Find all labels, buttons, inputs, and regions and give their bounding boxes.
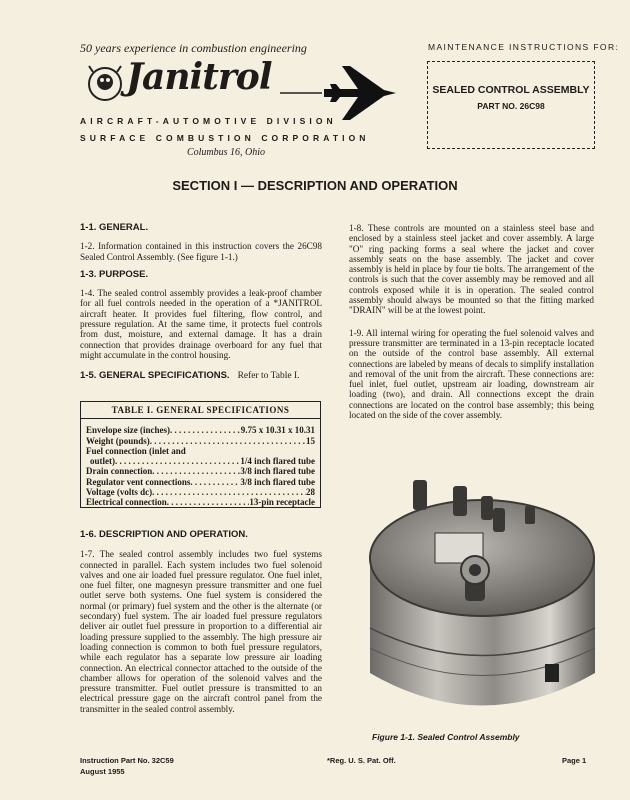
- brand-logo: Janitrol: [126, 56, 272, 98]
- footer-left: [80, 755, 174, 777]
- row-label: Drain connection: [86, 466, 153, 477]
- heading-description: 1-6. DESCRIPTION AND OPERATION.: [80, 529, 248, 540]
- jet-arrow-icon: [280, 62, 430, 122]
- table-row: [86, 446, 315, 456]
- corporation-name: SURFACE COMBUSTION CORPORATION: [80, 133, 370, 143]
- division-name: AIRCRAFT-AUTOMOTIVE DIVISION: [80, 116, 337, 126]
- paragraph-1-2: 1-2. Information contained in this instruction covers the 26C98 Sealed Control Assembly. (See figure 1-1.): [80, 241, 322, 262]
- table-row: [86, 477, 315, 487]
- row-label: Regulator vent connections: [86, 476, 191, 487]
- logo-mascot-icon: [85, 62, 125, 106]
- section-title: SECTION I — DESCRIPTION AND OPERATION: [172, 178, 458, 193]
- left-column-bottom: [80, 530, 322, 714]
- product-box: [427, 61, 595, 149]
- table-row: [86, 466, 315, 476]
- city: Columbus 16, Ohio: [186, 147, 265, 158]
- row-value: 28: [306, 487, 315, 498]
- row-label: Electrical connection: [86, 497, 167, 508]
- figure-caption: Figure 1-1. Sealed Control Assembly: [372, 732, 520, 742]
- page-number: Page 1: [562, 756, 587, 765]
- table-row: [86, 436, 315, 446]
- paragraph-1-7: 1-7. The sealed control assembly includes two fuel systems connected in parallel. Each system includes two fuel solenoid valves and one air loaded fuel pressure regulator. One fuel inlet, one fuel filter, one magnesyn pressure transmitter and one fuel outlet serve both systems. One fuel system is considered the normal (or primary) fuel system and the other is the alternate (or secondary) fuel system. The air loaded fuel pressure regulators deliver air outlet fuel pressure in proportion to a differential air loading pressure supplied to the assembly. The high pressure air loading connection is common to both fuel pressure regulators, while each regulator has a separate low pressure air loading connection. An electrical connector attached to the outside of the chamber allows for operation of the solenoid valves and the pressure transmitter. Fuel outlet pressure is transmitted to an electrical pressure gage on the aircraft control panel from the transmitter in the sealed control assembly.: [80, 549, 322, 714]
- trademark-note: *Reg. U. S. Pat. Off.: [327, 756, 396, 765]
- instruction-part-number: Instruction Part No. 32C59: [80, 756, 174, 765]
- table-row: [86, 487, 315, 497]
- right-column: [349, 223, 594, 420]
- row-value: 1/4 inch flared tube: [240, 456, 315, 467]
- maintenance-label: MAINTENANCE INSTRUCTIONS FOR:: [428, 42, 620, 52]
- table-row: [86, 497, 315, 507]
- row-value: 15: [306, 435, 315, 446]
- table-reference: Refer to Table I.: [237, 371, 300, 382]
- part-number: PART NO. 26C98: [477, 101, 545, 111]
- heading-specifications: [80, 371, 322, 381]
- paragraph-1-9: 1-9. All internal wiring for operating the fuel solenoid valves and pressure transmitter are terminated in a 13-pin receptacle located on the outside of the control base assembly. All external connections are labeled by means of decals to simplify installation and removal of the unit from the aircraft. These connections are: fuel inlet, fuel outlet, upstream air loading, downstream air loading (two), and drain. All connections except the drain connections are located on the control base assembly; this being located on the side of the cover assembly.: [349, 327, 594, 421]
- row-value: 3/8 inch flared tube: [240, 476, 315, 487]
- heading-purpose: 1-3. PURPOSE.: [80, 268, 149, 280]
- row-label: outlet): [90, 456, 115, 467]
- sealed-control-assembly-photo: [365, 478, 600, 728]
- row-value: 13-pin receptacle: [249, 497, 315, 508]
- paragraph-1-4: 1-4. The sealed control assembly provides a leak-proof chamber for all fuel controls needed in the operation of a *JANITROL aircraft heater. It provides fuel filtering, flow control, and pressure regulation. At the same time, it protects fuel controls from dust, moisture, and external damage. It has a drain connection that provides drainage overboard for any fuel that might accumulate in the control housing.: [80, 288, 322, 360]
- row-value: 9.75 x 10.31 x 10.31: [240, 425, 315, 436]
- heading-specifications-text: 1-5. GENERAL SPECIFICATIONS.: [80, 370, 230, 382]
- specifications-table: [80, 401, 321, 508]
- heading-general: 1-1. GENERAL.: [80, 222, 149, 233]
- tagline: 50 years experience in combustion engineering: [80, 41, 307, 55]
- table-row: [86, 456, 315, 466]
- row-label: Envelope size (inches): [86, 425, 170, 436]
- row-label: Voltage (volts dc): [86, 487, 153, 498]
- row-label: Fuel connection (inlet and: [86, 445, 186, 456]
- table-row: [86, 425, 315, 435]
- publication-date: August 1955: [80, 767, 125, 776]
- product-title: SEALED CONTROL ASSEMBLY: [432, 84, 590, 96]
- table-title: TABLE I. GENERAL SPECIFICATIONS: [81, 402, 320, 419]
- paragraph-1-8: 1-8. These controls are mounted on a stainless steel base and enclosed by a stainless steel jacket and cover assembly. A large "O" ring packing forms a seal where the jacket and cover assembly seats on the base assembly. The jacket and cover assembly is held in place by four tie bolts. The arrangement of the controls is such that the cover assembly may be removed and all controls exposed while it is in operation. The sealed control assembly should always be mounted so that the fitting marked "DRAIN" will be at the lowest point.: [349, 223, 594, 316]
- row-label: Weight (pounds): [86, 435, 150, 446]
- left-column-top: [80, 223, 322, 382]
- row-value: 3/8 inch flared tube: [240, 466, 315, 477]
